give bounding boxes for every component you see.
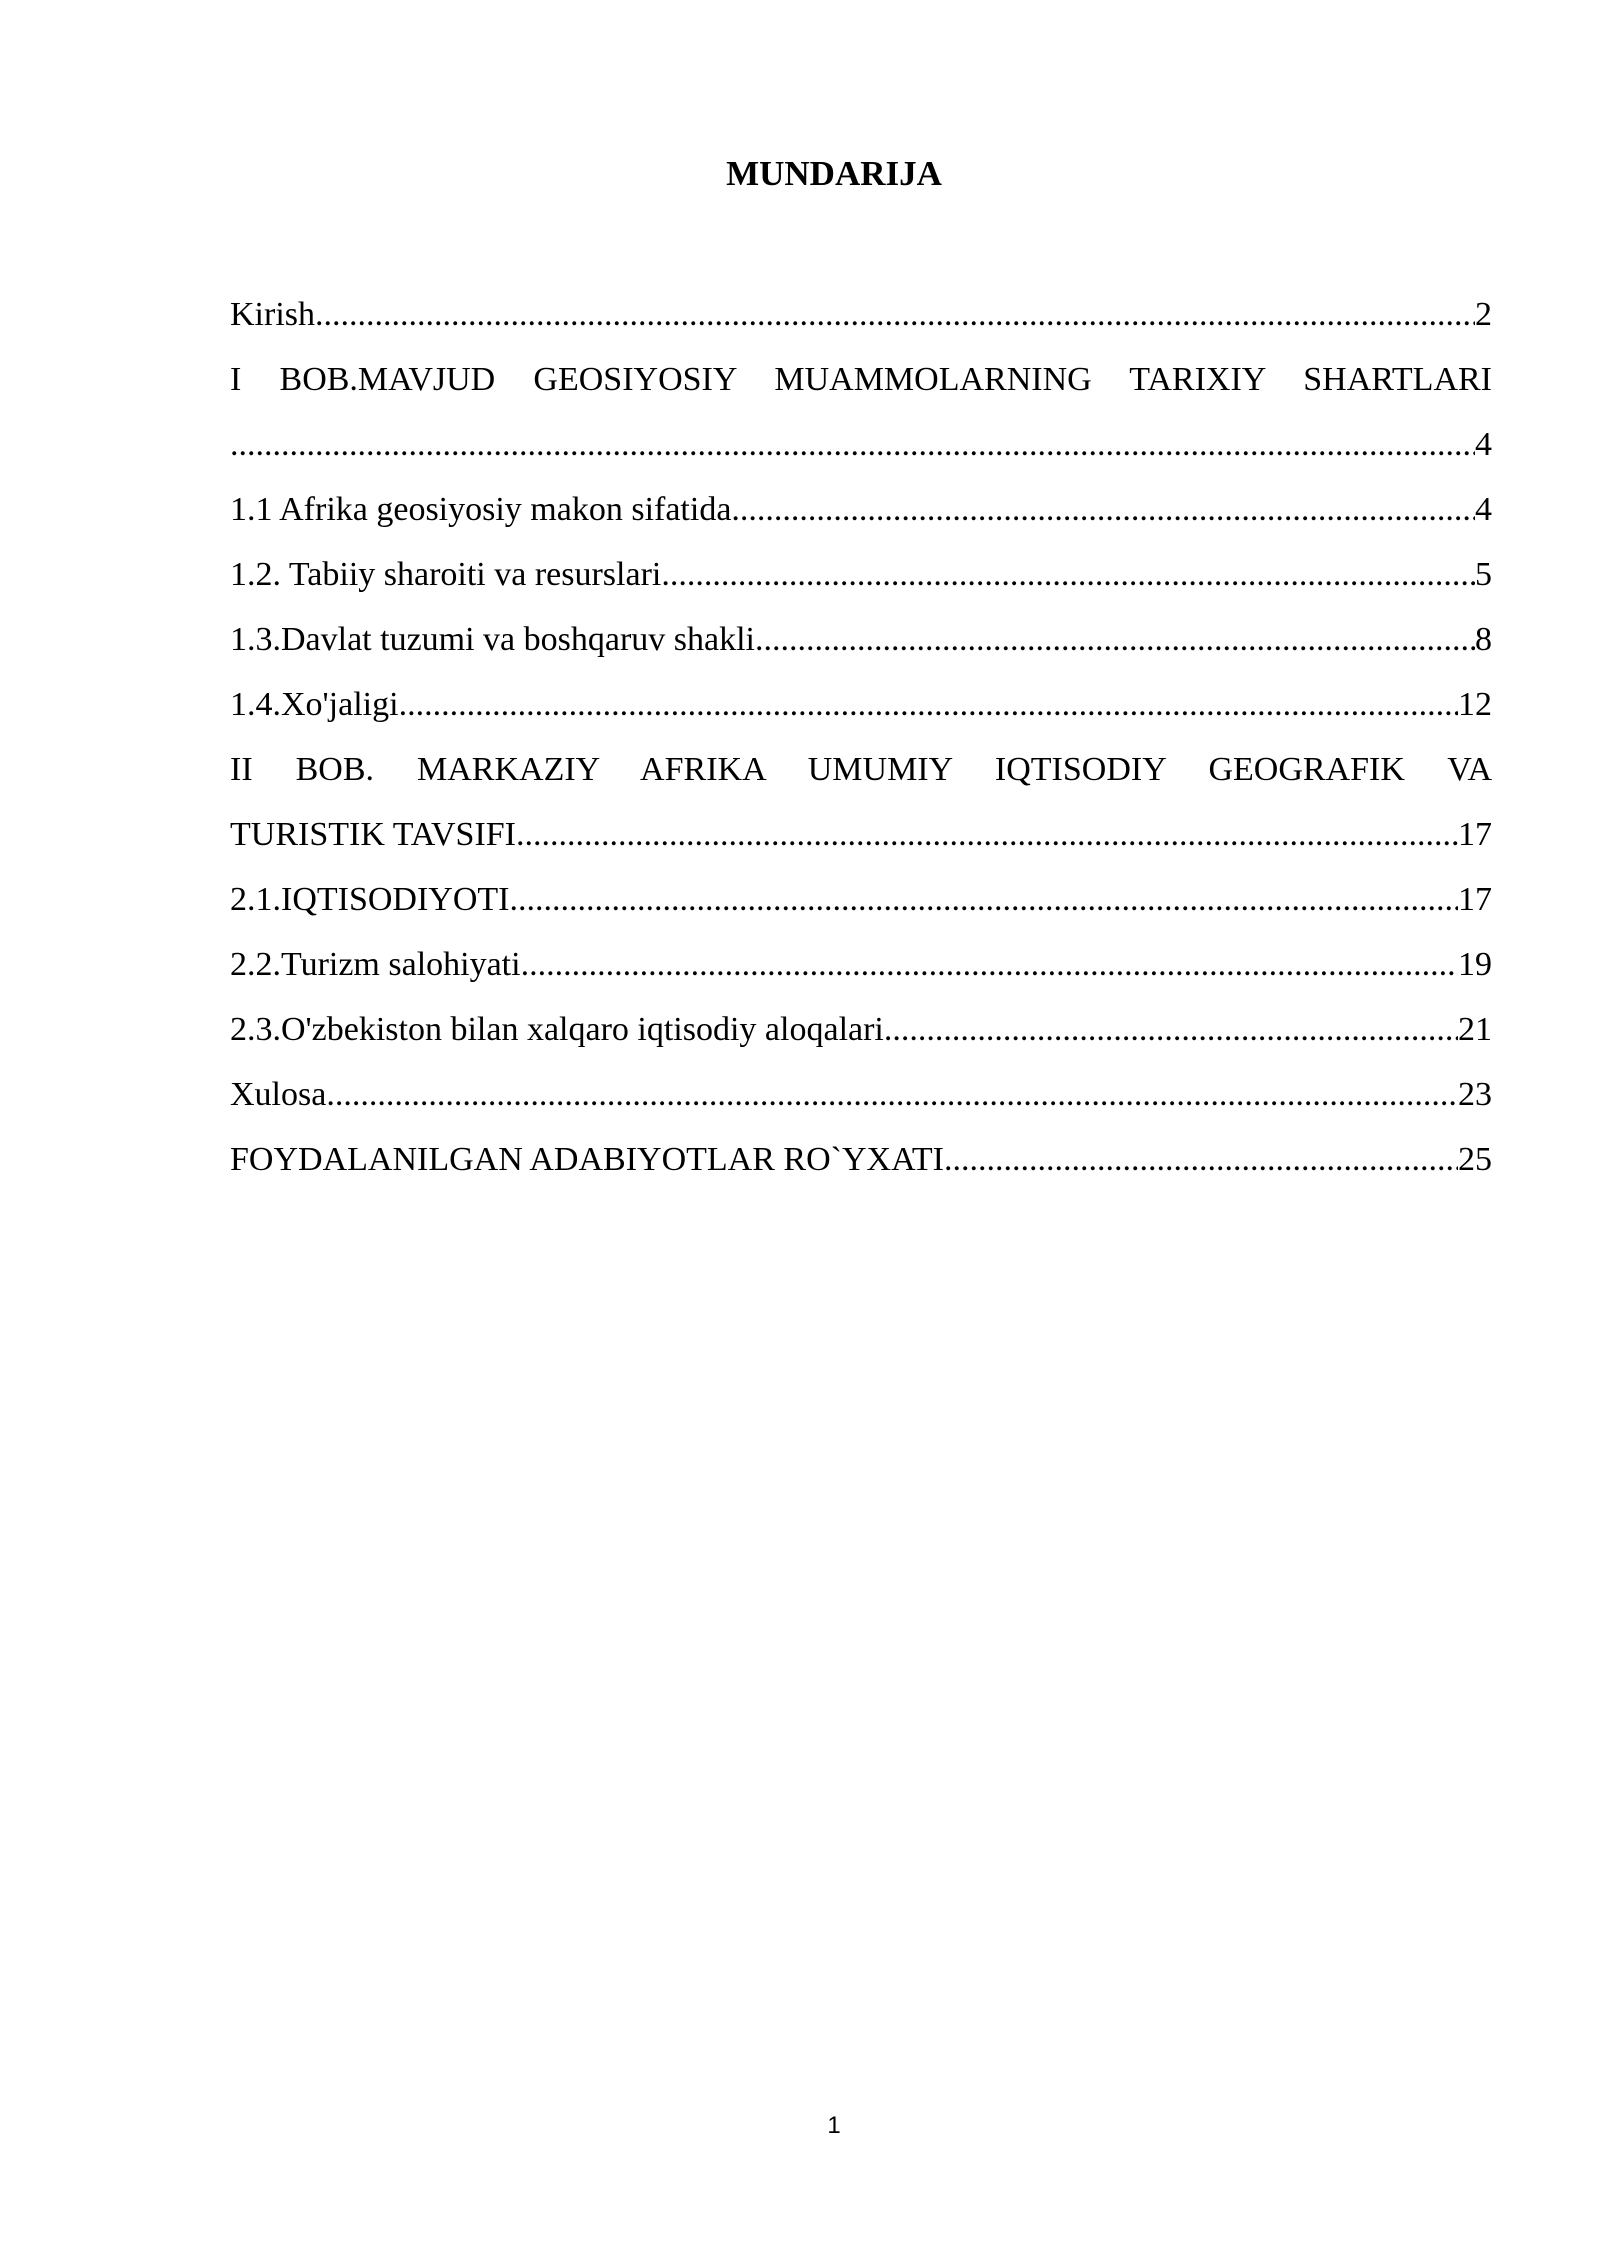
toc-entry-page: 5 (1475, 556, 1492, 593)
toc-entry-page: 23 (1458, 1076, 1492, 1113)
toc-entry-label: Kirish (230, 296, 315, 333)
dot-leader (944, 1127, 1458, 1192)
toc-entry-page: 17 (1458, 816, 1492, 853)
toc-chapter-2-heading-cont (230, 802, 1492, 867)
toc-entry-1-2 (230, 542, 1492, 607)
dot-leader (661, 542, 1475, 607)
toc-entry-label: 1.3.Davlat tuzumi va boshqaruv shakli (230, 621, 756, 658)
toc-entry-adabiyotlar (230, 1127, 1492, 1192)
toc-chapter-2-heading (230, 737, 1492, 802)
toc-entry-page: 19 (1458, 946, 1492, 983)
dot-leader (399, 672, 1458, 737)
dot-leader (230, 412, 1475, 477)
dot-leader (884, 997, 1458, 1062)
dot-leader (510, 867, 1458, 932)
dot-leader (731, 477, 1475, 542)
toc-entry-label: 1.4.Xo'jaligi (230, 686, 399, 723)
toc-entry-label: FOYDALANILGAN ADABIYOTLAR RO`YXATI (230, 1141, 944, 1178)
toc-entry-1-4 (230, 672, 1492, 737)
toc-entry-2-1 (230, 867, 1492, 932)
toc-entry-label: 2.1.IQTISODIYOTI (230, 881, 510, 918)
toc-entry-kirish (230, 282, 1492, 347)
toc-entry-label: 2.3.O'zbekiston bilan xalqaro iqtisodiy aloqalari (230, 1011, 884, 1048)
toc-entry-1-3 (230, 607, 1492, 672)
toc-entry-label: 1.1 Afrika geosiyosiy makon sifatida (230, 491, 732, 528)
table-of-contents (230, 282, 1492, 1192)
toc-entry-page: 4 (1475, 426, 1492, 463)
dot-leader (516, 802, 1458, 867)
dot-leader (326, 1062, 1458, 1127)
toc-entry-xulosa (230, 1062, 1492, 1127)
toc-chapter-label: II BOB. MARKAZIY AFRIKA UMUMIY IQTISODIY GEOGRAFIK VA (230, 751, 1492, 788)
toc-chapter-1-heading (230, 347, 1492, 412)
toc-entry-page: 12 (1458, 686, 1492, 723)
toc-entry-label: Xulosa (230, 1076, 327, 1113)
toc-entry-2-3 (230, 997, 1492, 1062)
toc-entry-page: 4 (1475, 491, 1492, 528)
page-number: 1 (827, 2112, 841, 2139)
toc-entry-2-2 (230, 932, 1492, 997)
toc-entry-page: 2 (1475, 296, 1492, 333)
dot-leader (755, 607, 1475, 672)
toc-entry-page: 21 (1458, 1011, 1492, 1048)
page-title: MUNDARIJA (726, 154, 942, 193)
toc-entry-page: 8 (1475, 621, 1492, 658)
toc-entry-page: 25 (1458, 1141, 1492, 1178)
toc-entry-label: 1.2. Tabiiy sharoiti va resurslari (230, 556, 662, 593)
dot-leader (521, 932, 1458, 997)
toc-chapter-1-page-line (230, 412, 1492, 477)
toc-entry-page: 17 (1458, 881, 1492, 918)
dot-leader (315, 282, 1475, 347)
toc-entry-label: 2.2.Turizm salohiyati (230, 946, 521, 983)
toc-entry-label: TURISTIK TAVSIFI (230, 816, 516, 853)
toc-entry-1-1 (230, 477, 1492, 542)
toc-chapter-label: I BOB.MAVJUD GEOSIYOSIY MUAMMOLARNING TARIXIY SHARTLARI (230, 361, 1492, 398)
